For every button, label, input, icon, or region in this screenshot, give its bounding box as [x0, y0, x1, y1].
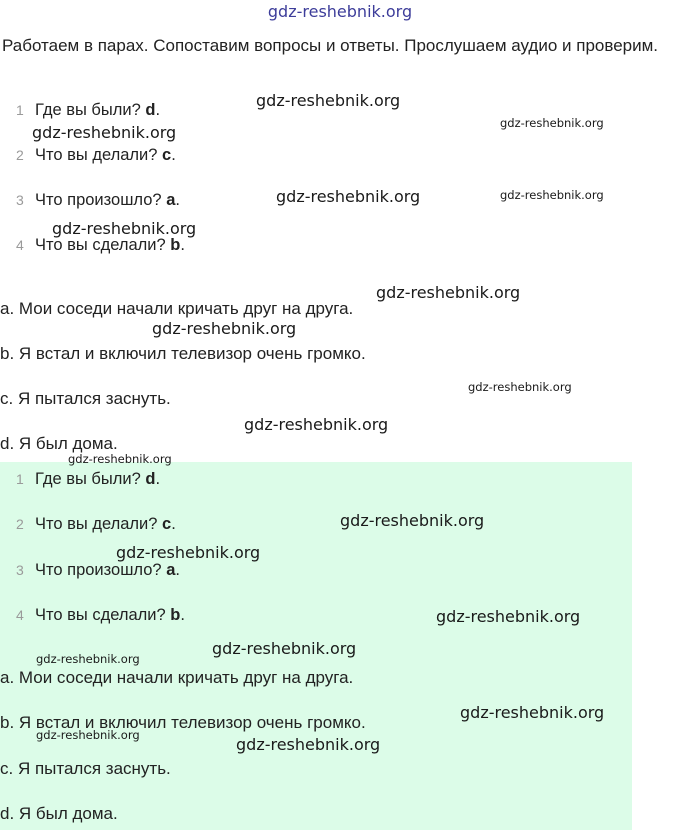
- question-number: 3: [16, 562, 24, 578]
- question-text: Что произошло?: [35, 561, 162, 579]
- watermark: gdz-reshebnik.org: [500, 116, 604, 130]
- question-text: Что произошло?: [35, 191, 162, 209]
- watermark: gdz-reshebnik.org: [376, 283, 521, 302]
- header-site-link[interactable]: gdz-reshebnik.org: [267, 2, 413, 21]
- question-number: 1: [16, 102, 24, 118]
- solution-option-a: a. Мои соседи начали кричать друг на друга.: [0, 668, 354, 687]
- solution-question-3: 3 Что произошло? a.: [16, 561, 180, 579]
- question-number: 2: [16, 147, 24, 163]
- watermark: gdz-reshebnik.org: [212, 639, 357, 658]
- question-text: Где вы были?: [35, 470, 141, 488]
- watermark: gdz-reshebnik.org: [500, 188, 604, 202]
- task-option-d: d. Я был дома.: [0, 434, 118, 453]
- question-answer: a: [166, 561, 176, 579]
- task-option-a: a. Мои соседи начали кричать друг на друга.: [0, 299, 354, 318]
- watermark: gdz-reshebnik.org: [52, 219, 197, 238]
- question-number: 3: [16, 192, 24, 208]
- watermark: gdz-reshebnik.org: [340, 511, 485, 530]
- question-answer: b: [170, 236, 181, 254]
- watermark: gdz-reshebnik.org: [68, 452, 172, 466]
- question-answer: b: [170, 606, 181, 624]
- solution-option-c: c. Я пытался заснуть.: [0, 759, 171, 778]
- solution-question-1: 1 Где вы были? d.: [16, 470, 161, 488]
- solution-option-d: d. Я был дома.: [0, 804, 118, 823]
- watermark: gdz-reshebnik.org: [36, 728, 140, 742]
- question-answer: d: [145, 101, 156, 119]
- watermark: gdz-reshebnik.org: [256, 91, 401, 110]
- watermark: gdz-reshebnik.org: [36, 652, 140, 666]
- solution-question-4: 4 Что вы сделали? b.: [16, 606, 185, 624]
- watermark: gdz-reshebnik.org: [236, 735, 381, 754]
- question-number: 4: [16, 607, 24, 623]
- solution-option-b: b. Я встал и включил телевизор очень громко.: [0, 713, 366, 732]
- watermark: gdz-reshebnik.org: [32, 123, 177, 142]
- task-question-1: 1 Где вы были? d.: [16, 101, 161, 119]
- solution-question-2: 2 Что вы делали? c.: [16, 515, 176, 533]
- question-text: Что вы делали?: [35, 515, 158, 533]
- task-question-3: 3 Что произошло? a.: [16, 191, 180, 209]
- question-answer: d: [145, 470, 156, 488]
- question-text: Что вы сделали?: [35, 236, 166, 254]
- watermark: gdz-reshebnik.org: [244, 415, 389, 434]
- question-answer: c: [162, 515, 172, 533]
- question-text: Что вы делали?: [35, 146, 158, 164]
- watermark: gdz-reshebnik.org: [276, 187, 421, 206]
- watermark: gdz-reshebnik.org: [468, 380, 572, 394]
- question-text: Что вы сделали?: [35, 606, 166, 624]
- question-number: 4: [16, 237, 24, 253]
- question-answer: a: [166, 191, 176, 209]
- watermark: gdz-reshebnik.org: [152, 319, 297, 338]
- question-text: Где вы были?: [35, 101, 141, 119]
- task-question-4: 4 Что вы сделали? b.: [16, 236, 185, 254]
- task-instruction: Работаем в парах. Сопоставим вопросы и ответы. Прослушаем аудио и проверим.: [2, 36, 659, 55]
- watermark: gdz-reshebnik.org: [460, 703, 605, 722]
- question-number: 1: [16, 471, 24, 487]
- task-question-2: 2 Что вы делали? c.: [16, 146, 176, 164]
- question-answer: c: [162, 146, 172, 164]
- task-option-b: b. Я встал и включил телевизор очень громко.: [0, 344, 366, 363]
- watermark: gdz-reshebnik.org: [116, 543, 261, 562]
- task-option-c: c. Я пытался заснуть.: [0, 389, 171, 408]
- question-number: 2: [16, 516, 24, 532]
- watermark: gdz-reshebnik.org: [436, 607, 581, 626]
